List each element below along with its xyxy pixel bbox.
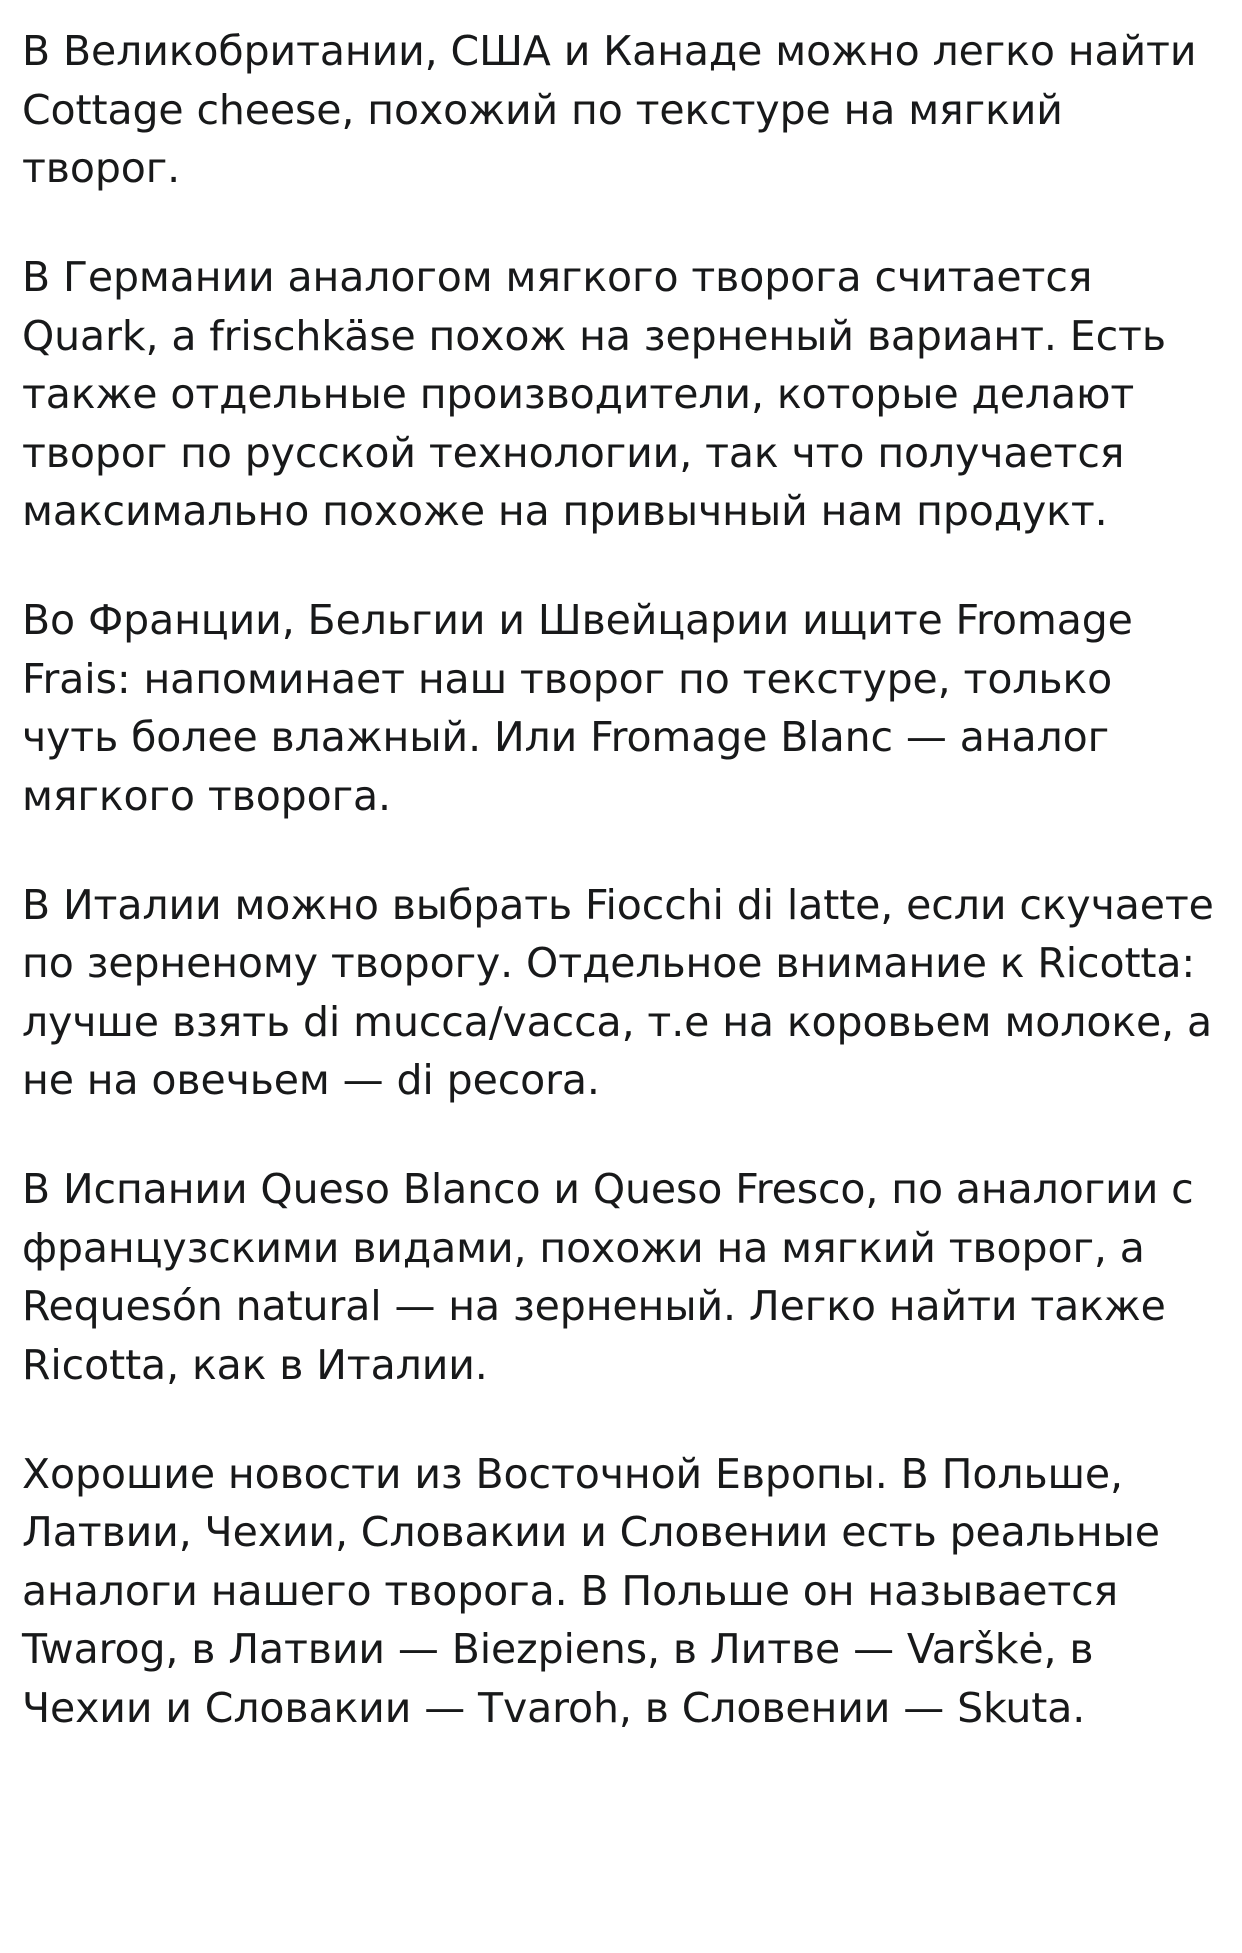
paragraph: Хорошие новости из Восточной Европы. В Польше, Латвии, Чехии, Словакии и Словении есть реальные аналоги нашего творога. В Польше он называется Twarog, в Латвии — Biezpiens, в Литве — Varškė, в Чехии и Словакии — Tvaroh, в Словении — Skuta. bbox=[22, 1449, 1173, 1732]
paragraph: Во Франции, Бельгии и Швейцарии ищите Fromage Frais: напоминает наш творог по текстуре, только чуть более влажный. Или Fromage Blanc — аналог мягкого творога. bbox=[22, 596, 1146, 820]
paragraph: В Германии аналогом мягкого творога считается Quark, а frischkäse похож на зерненый вариант. Есть также отдельные производители, которые делают творог по русской технологии, так что получается максимально похоже на привычный нам продукт. bbox=[22, 252, 1179, 536]
paragraph: В Италии можно выбрать Fiocchi di latte, если скучаете по зерненому творогу. Отдельное внимание к Ricotta: лучше взять di mucca/vacca, т.е на коровьем молоке, а не на овечьем — di pecora. bbox=[22, 880, 1227, 1105]
paragraph: В Испании Queso Blanco и Queso Fresco, по аналогии с французскими видами, похожи на мягкий творог, а Requesón natural — на зерненый. Легко найти также Ricotta, как в Италии. bbox=[22, 1165, 1207, 1389]
paragraph: В Великобритании, США и Канаде можно легко найти Cottage cheese, похожий по текстуре на мягкий творог. bbox=[22, 27, 1210, 193]
